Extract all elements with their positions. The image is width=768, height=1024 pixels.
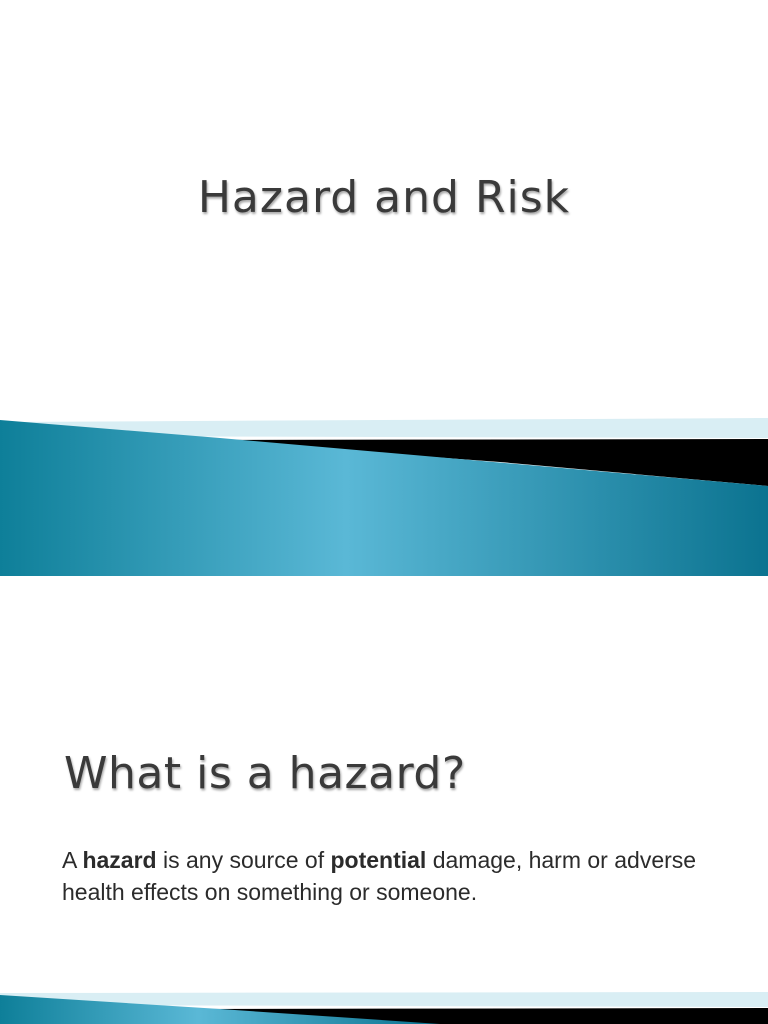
slide-title: Hazard and Risk [197,172,571,223]
decorative-wave-band [0,410,768,576]
definition-text: damage, harm or adverse health effects on something or someone. [62,847,697,905]
hazard-definition [62,844,722,908]
slide-heading: What is a hazard? [64,748,466,799]
definition-text: is any source of [156,847,331,873]
slide-2 [0,576,768,1024]
decorative-wave-band [0,989,768,1024]
term-hazard: hazard [82,847,157,873]
term-potential: potential [330,847,427,873]
definition-text: A [62,847,83,873]
